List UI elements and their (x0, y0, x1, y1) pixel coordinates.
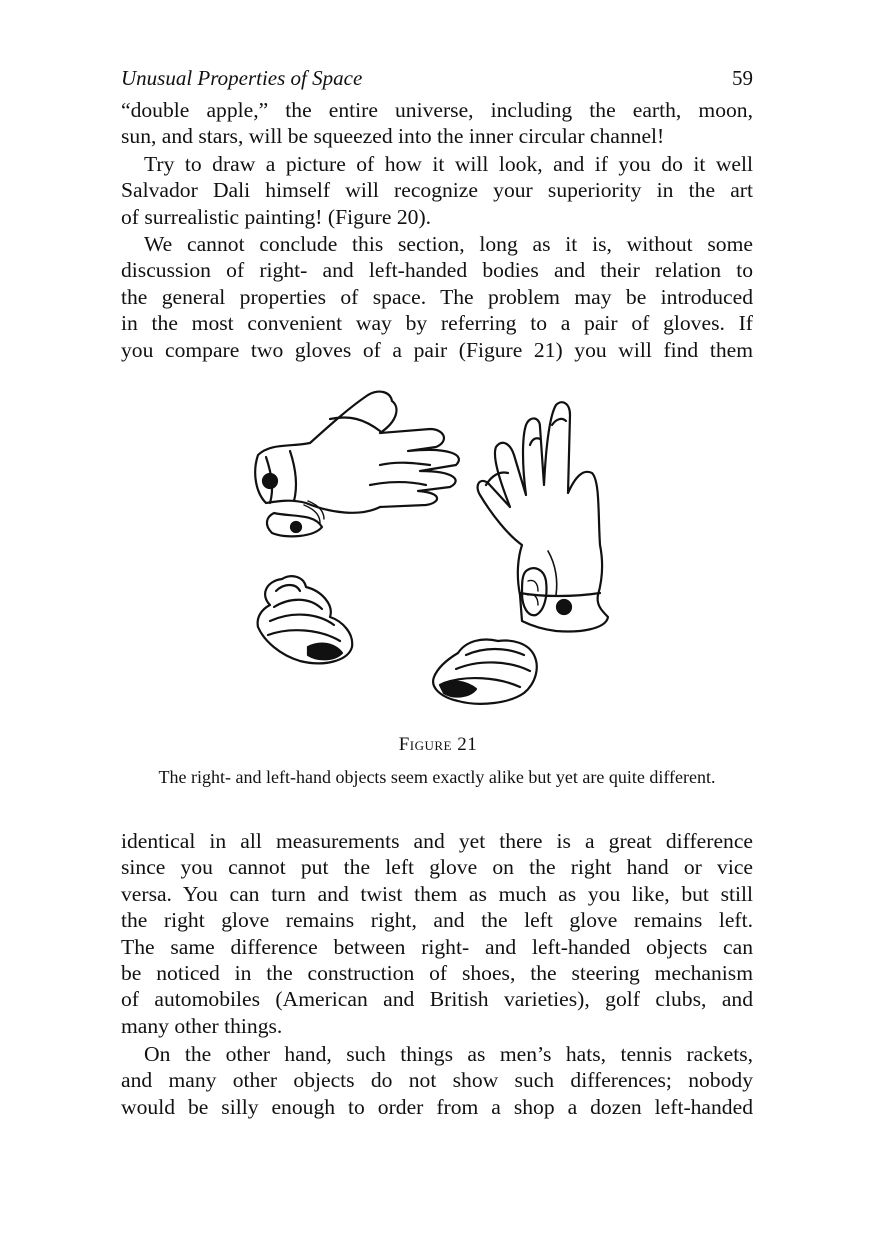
right-shell-drawing (433, 640, 537, 704)
figure-21-illustration (230, 385, 660, 720)
paragraph-2 (121, 151, 753, 230)
figure-number: 21 (457, 734, 478, 755)
paragraph-3 (121, 231, 753, 363)
figure-caption: The right- and left-hand objects seem exactly alike but yet are quite different. (158, 767, 716, 787)
text-line: in the most convenient way by referring to a pair of gloves. If (121, 311, 753, 336)
text-line: identical in all measurements and yet there is a great difference (121, 829, 753, 853)
text-line: On the other hand, such things as men’s hats, tennis rackets, (144, 1042, 753, 1066)
text-line: you compare two gloves of a pair (Figure 21) you will find them (121, 337, 753, 362)
figure-label (0, 734, 876, 756)
paragraph-4 (121, 828, 753, 1039)
text-line: “double apple,” the entire universe, including the earth, moon, (121, 98, 753, 122)
right-glove-drawing (478, 402, 608, 631)
text-line: sun, and stars, will be squeezed into the inner circular channel! (121, 124, 665, 149)
running-header (121, 66, 755, 96)
text-line: We cannot conclude this section, long as it is, without some (144, 232, 753, 256)
text-line: since you cannot put the left glove on the right hand or vice (121, 855, 753, 880)
text-line: versa. You can turn and twist them as much as you like, but still (121, 881, 753, 906)
figure-label-word: Figure (398, 734, 453, 755)
left-shell-drawing (258, 576, 353, 663)
text-line: Try to draw a picture of how it will look, and if you do it well (144, 152, 753, 176)
text-line: Salvador Dali himself will recognize your superiority in the art (121, 178, 753, 203)
text-line: many other things. (121, 1013, 283, 1038)
text-line: the right glove remains right, and the left glove remains left. (121, 908, 753, 933)
text-line: The same difference between right- and left-handed objects can (121, 934, 753, 959)
running-title: Unusual Properties of Space (121, 66, 363, 90)
paragraph-5 (121, 1041, 753, 1120)
text-line: discussion of right- and left-handed bodies and their relation to (121, 258, 753, 283)
text-line: of automobiles (American and British varieties), golf clubs, and (121, 987, 753, 1012)
text-line: of surrealistic painting! (Figure 20). (121, 204, 432, 229)
paragraph-1 (121, 97, 753, 150)
left-glove-drawing (255, 392, 459, 537)
text-line: and many other objects do not show such differences; nobody (121, 1068, 753, 1093)
text-line: the general properties of space. The problem may be introduced (121, 284, 753, 309)
page-number: 59 (732, 66, 753, 90)
text-line: be noticed in the construction of shoes, the steering mechanism (121, 960, 753, 985)
text-line: would be silly enough to order from a shop a dozen left-handed (121, 1094, 753, 1119)
